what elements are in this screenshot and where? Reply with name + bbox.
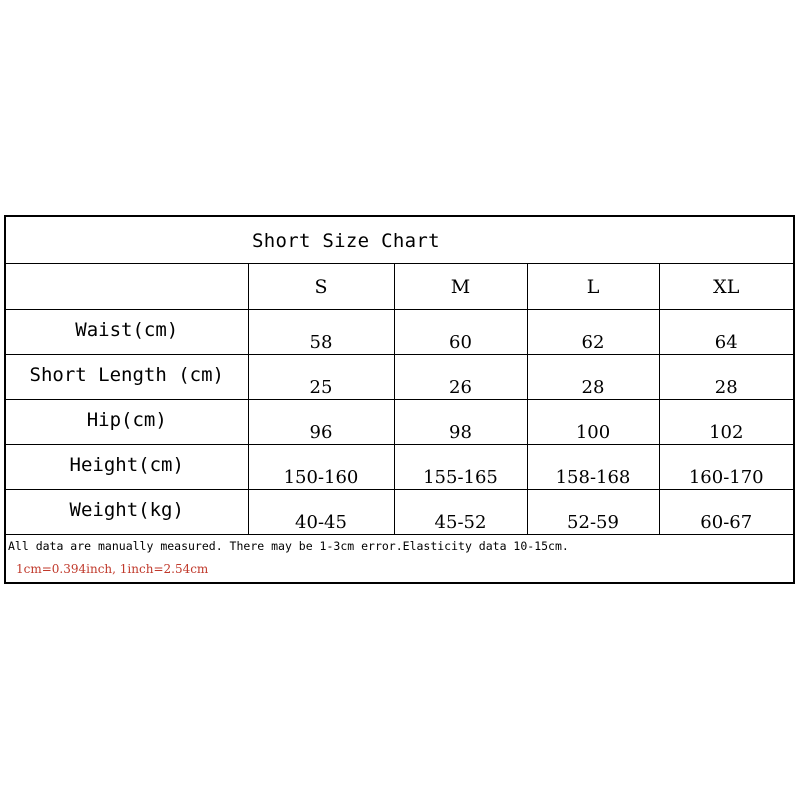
value-cell bbox=[394, 354, 527, 399]
size-header-cell bbox=[659, 264, 793, 309]
row-label-cell bbox=[6, 354, 248, 399]
value-cell bbox=[659, 399, 793, 444]
table-row bbox=[6, 489, 793, 534]
size-header-cell bbox=[394, 264, 527, 309]
value-cell bbox=[527, 309, 659, 354]
row-label-cell bbox=[6, 309, 248, 354]
cell-value: 98 bbox=[449, 421, 472, 443]
cell-value: 160-170 bbox=[688, 466, 764, 488]
value-cell bbox=[527, 354, 659, 399]
cell-value: 158-168 bbox=[555, 466, 631, 488]
cell-value: 40-45 bbox=[295, 511, 347, 533]
chart-title: Short Size Chart bbox=[252, 230, 440, 252]
value-cell bbox=[659, 354, 793, 399]
corner-cell bbox=[6, 264, 248, 309]
value-cell bbox=[248, 489, 394, 534]
value-cell bbox=[659, 444, 793, 489]
cell-value: 25 bbox=[309, 376, 333, 398]
cell-value: 60-67 bbox=[700, 511, 753, 533]
cell-value: 62 bbox=[581, 331, 605, 353]
row-label-cell bbox=[6, 444, 248, 489]
size-label: L bbox=[586, 276, 600, 298]
cell-value: 26 bbox=[449, 376, 472, 398]
table-row bbox=[6, 309, 793, 354]
cell-value: 28 bbox=[581, 376, 605, 398]
row-label: Waist(cm) bbox=[75, 318, 179, 341]
value-cell bbox=[248, 354, 394, 399]
row-label: Short Length (cm) bbox=[29, 363, 224, 386]
cell-value: 60 bbox=[449, 331, 472, 353]
row-label-cell bbox=[6, 399, 248, 444]
size-label: XL bbox=[713, 276, 740, 298]
value-cell bbox=[394, 444, 527, 489]
value-cell bbox=[394, 399, 527, 444]
table-row bbox=[6, 354, 793, 399]
size-label: S bbox=[314, 276, 328, 298]
table-row bbox=[6, 444, 793, 489]
conversion-note: 1cm=0.394inch, 1inch=2.54cm bbox=[16, 561, 209, 576]
size-table bbox=[6, 264, 793, 535]
notes-section bbox=[6, 535, 793, 583]
cell-value: 150-160 bbox=[283, 466, 359, 488]
cell-value: 155-165 bbox=[423, 466, 498, 488]
cell-value: 102 bbox=[709, 421, 744, 443]
size-header-cell bbox=[248, 264, 394, 309]
value-cell bbox=[527, 444, 659, 489]
table-row bbox=[6, 399, 793, 444]
row-label: Hip(cm) bbox=[86, 408, 167, 431]
value-cell bbox=[248, 444, 394, 489]
value-cell bbox=[394, 309, 527, 354]
cell-value: 45-52 bbox=[434, 511, 487, 533]
cell-value: 28 bbox=[714, 376, 738, 398]
value-cell bbox=[248, 309, 394, 354]
row-label: Weight(kg) bbox=[69, 498, 184, 521]
measurement-note: All data are manually measured. There may be 1-3cm error.Elasticity data 10-15cm. bbox=[8, 538, 569, 553]
cell-value: 100 bbox=[575, 421, 611, 443]
size-label: M bbox=[450, 276, 471, 298]
cell-value: 52-59 bbox=[567, 511, 619, 533]
value-cell bbox=[527, 399, 659, 444]
value-cell bbox=[527, 489, 659, 534]
cell-value: 58 bbox=[309, 331, 333, 353]
size-header-row bbox=[6, 264, 793, 309]
row-label: Height(cm) bbox=[69, 453, 184, 476]
title-row bbox=[6, 217, 793, 264]
value-cell bbox=[659, 309, 793, 354]
value-cell bbox=[659, 489, 793, 534]
value-cell bbox=[248, 399, 394, 444]
cell-value: 64 bbox=[714, 331, 738, 353]
row-label-cell bbox=[6, 489, 248, 534]
value-cell bbox=[394, 489, 527, 534]
size-chart bbox=[4, 215, 795, 584]
size-header-cell bbox=[527, 264, 659, 309]
cell-value: 96 bbox=[309, 421, 333, 443]
